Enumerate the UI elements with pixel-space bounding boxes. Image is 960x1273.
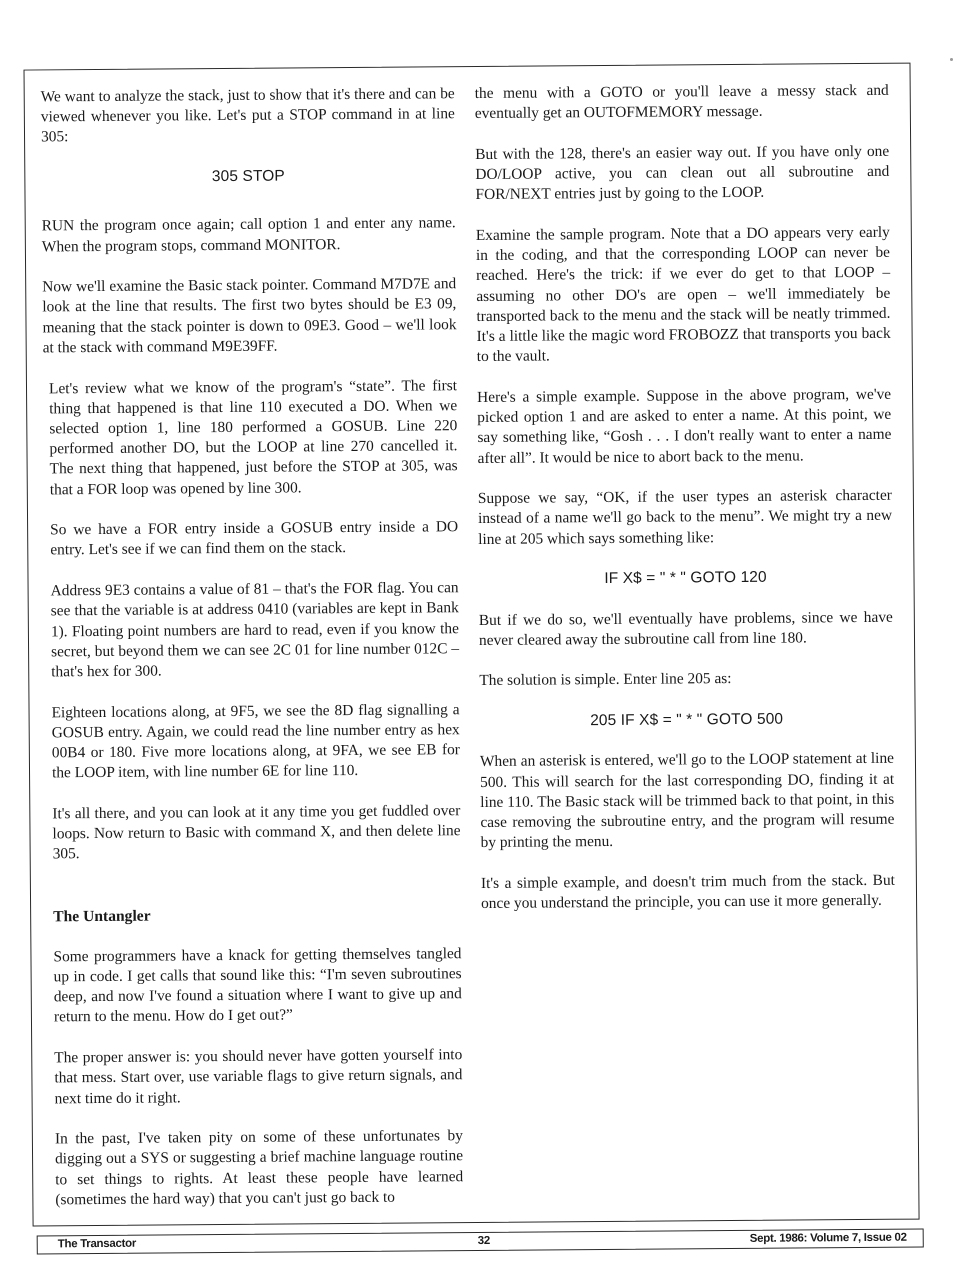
code-line: IF X$ = " * " GOTO 120 xyxy=(604,569,767,588)
paragraph: The proper answer is: you should never have gotten yourself into that mess. Start over, use variable flags to give return signals, and next time do it right. xyxy=(54,1046,463,1107)
paragraph: So we have a FOR entry inside a GOSUB entry inside a DO entry. Let's see if we can find them on the stack. xyxy=(50,518,459,559)
page-number: 32 xyxy=(477,1234,490,1248)
paragraph: Suppose we say, “OK, if the user types an asterisk character instead of a name we'll go back to the menu”. We might try a new line at 205 which says something like: xyxy=(477,487,893,548)
paragraph: RUN the program once again; call option 1 and enter any name. When the program stops, command MONITOR. xyxy=(41,214,456,255)
scan-speck xyxy=(950,58,953,61)
paragraph: the menu with a GOTO or you'll leave a messy stack and eventually get an OUTOFMEMORY message. xyxy=(474,81,889,123)
paragraph: It's a simple example, and doesn't trim much from the stack. But once you understand the principle, you can use it more generally. xyxy=(480,871,895,913)
left-column xyxy=(41,84,464,1231)
publication-name: The Transactor xyxy=(57,1237,137,1251)
paragraph: Eighteen locations along, at 9F5, we see the 8D flag signalling a GOSUB entry. Again, we could read the line number entry as hex 00B4 or 180. Five more locations along, at 9FA, we see EB for the LOOP item, with line number 6E for line 110. xyxy=(51,700,460,782)
paragraph: But with the 128, there's an easier way out. If you have only one DO/LOOP active, you can clean out all subroutine and FOR/NEXT entries just by going to the LOOP. xyxy=(475,142,890,204)
page-footer xyxy=(37,1229,924,1255)
paragraph: We want to analyze the stack, just to show that it's there and can be viewed whenever you like. Let's put a STOP command in at line 305: xyxy=(40,85,455,146)
paragraph: Address 9E3 contains a value of 81 – that's the FOR flag. You can see that the variable is at address 0410 (variables are kept in Bank 1). Floating point numbers are hard to read, even if you know the secret, but beyond them we can see 2C 01 for line number 012C – that's hex for 300. xyxy=(50,579,460,681)
paragraph: When an asterisk is entered, we'll go to the LOOP statement at line 500. This will search for the last corresponding DO, finding it at line 110. The Basic stack will be trimmed back to that point, in this case removing the subroutine entry, and the program will resume by printing the menu. xyxy=(479,750,895,852)
code-line: 305 STOP xyxy=(211,167,285,186)
paragraph: Let's review what we know of the program's “state”. The first thing that happened is that line 110 executed a DO. When we selected option 1, line 180 performed a GOSUB. Line 220 performed another DO, but the LOOP at line 270 cancelled it. The next thing that happened, just before the STOP at 305, was that a FOR loop was opened by line 300. xyxy=(48,376,458,498)
paragraph: Now we'll examine the Basic stack pointer. Command M7D7E and look at the line that results. The first two bytes should be E3 09, meaning that the stack pointer is down to 09E3. Good – we'll look at the stack with command M9E39FF. xyxy=(42,275,457,357)
paragraph: The solution is simple. Enter line 205 as: xyxy=(479,670,732,690)
paragraph: Here's a simple example. Suppose in the above program, we've picked option 1 and are asked to enter a name. At this point, we say something like, “Gosh . . . I don't really want to enter a name after all”. It would be nice to abort back to the menu. xyxy=(477,385,892,467)
paragraph: It's all there, and you can look at it any time you get fuddled over loops. Now return to Basic with command X, and then delete line 305. xyxy=(52,802,461,863)
paragraph: Examine the sample program. Note that a DO appears very early in the coding, and that the corresponding LOOP can never be reached. Here's the trick: if we ever do get to that LOOP – assuming no other DO's are open – we'll immediately be transported back to the menu and the stack will be neatly trimmed. It's a little like the magic word FROBOZZ that transports you back to the vault. xyxy=(475,223,891,366)
right-column xyxy=(475,81,896,935)
paragraph: Some programmers have a knack for getting themselves tangled up in code. I get calls that sound like this: “I'm seven subroutines deep, and now I've found a situation where I want to give up and return to the menu. How do I get out?” xyxy=(53,944,462,1026)
paragraph: In the past, I've taken pity on some of these unfortunates by digging out a SYS or suggesting a brief machine language routine to set things to rights. At least these people have learned (sometimes the hard way) that you can't just go back to xyxy=(54,1127,464,1209)
section-heading: The Untangler xyxy=(53,907,151,925)
issue-info: Sept. 1986: Volume 7, Issue 02 xyxy=(749,1231,907,1245)
paragraph: But if we do so, we'll eventually have problems, since we have never cleared away the subroutine call from line 180. xyxy=(478,608,893,649)
code-line: 205 IF X$ = " * " GOTO 500 xyxy=(590,710,784,730)
